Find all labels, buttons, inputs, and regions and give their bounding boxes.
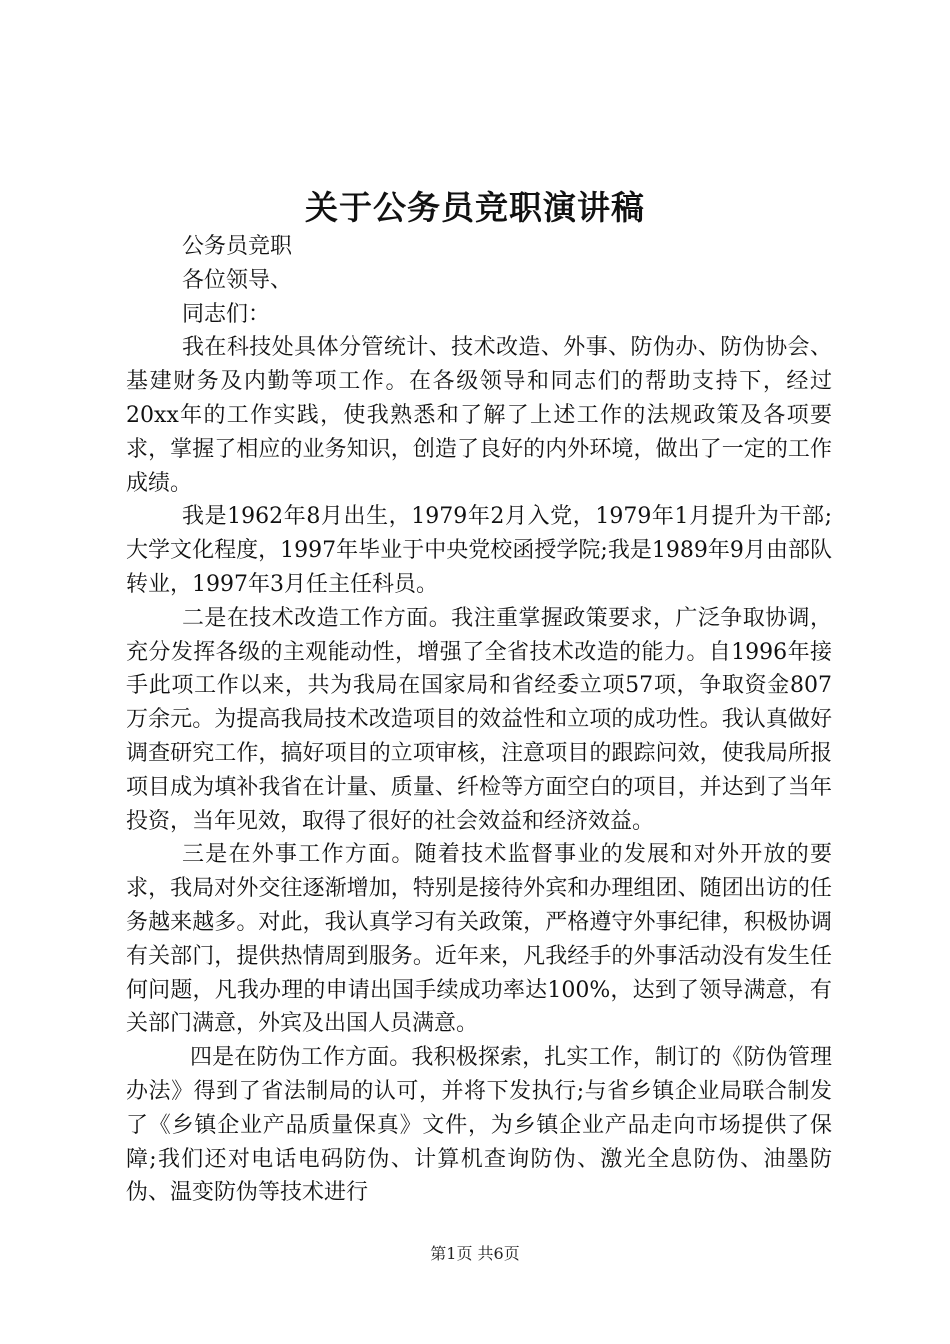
salutation-line: 各位领导、 xyxy=(182,267,293,293)
paragraph: 二是在技术改造工作方面。我注重掌握政策要求，广泛争取协调，充分发挥各级的主观能动性，增强了全省技术改造的能力。自1996年接手此项工作以来，共为我局在国家局和省经委立项57项，争取资金807万余元。为提高我局技术改造项目的效益性和立项的成功性。我认真做好调查研究工作，搞好项目的立项审核，注意项目的跟踪问效，使我局所报项目成为填补我省在计量、质量、纤检等方面空白的项目，并达到了当年投资，当年见效，取得了很好的社会效益和经济效益。 xyxy=(126,605,832,834)
document-title: 关于公务员竞职演讲稿 xyxy=(305,188,645,227)
subtitle-line: 公务员竞职 xyxy=(182,234,293,259)
salutation-line: 同志们： xyxy=(182,301,271,327)
paragraph: 我在科技处具体分管统计、技术改造、外事、防伪办、防伪协会、基建财务及内勤等项工作。在各级领导和同志们的帮助支持下，经过20xx年的工作实践，使我熟悉和了解了上述工作的法规政策及各项要求，掌握了相应的业务知识，创造了良好的内外环境，做出了一定的工作成绩。 xyxy=(126,335,832,496)
paragraph: 我是1962年8月出生，1979年2月入党，1979年1月提升为干部;大学文化程度，1997年毕业于中央党校函授学院;我是1989年9月由部队转业，1997年3月任主任科员。 xyxy=(126,504,832,597)
paragraph: 四是在防伪工作方面。我积极探索，扎实工作，制订的《防伪管理办法》得到了省法制局的认可，并将下发执行;与省乡镇企业局联合制发了《乡镇企业产品质量保真》文件，为乡镇企业产品走向市场提供了保障;我们还对电话电码防伪、计算机查询防伪、激光全息防伪、油墨防伪、温变防伪等技术进行 xyxy=(126,1045,832,1206)
document-body xyxy=(126,230,832,1210)
page-footer: 第1页 共6页 xyxy=(430,1244,520,1263)
paragraph: 三是在外事工作方面。随着技术监督事业的发展和对外开放的要求，我局对外交往逐渐增加，特别是接待外宾和办理组团、随团出访的任务越来越多。对此，我认真学习有关政策，严格遵守外事纪律，积极协调有关部门，提供热情周到服务。近年来，凡我经手的外事活动没有发生任何问题，凡我办理的申请出国手续成功率达100%，达到了领导满意，有关部门满意，外宾及出国人员满意。 xyxy=(126,842,832,1037)
